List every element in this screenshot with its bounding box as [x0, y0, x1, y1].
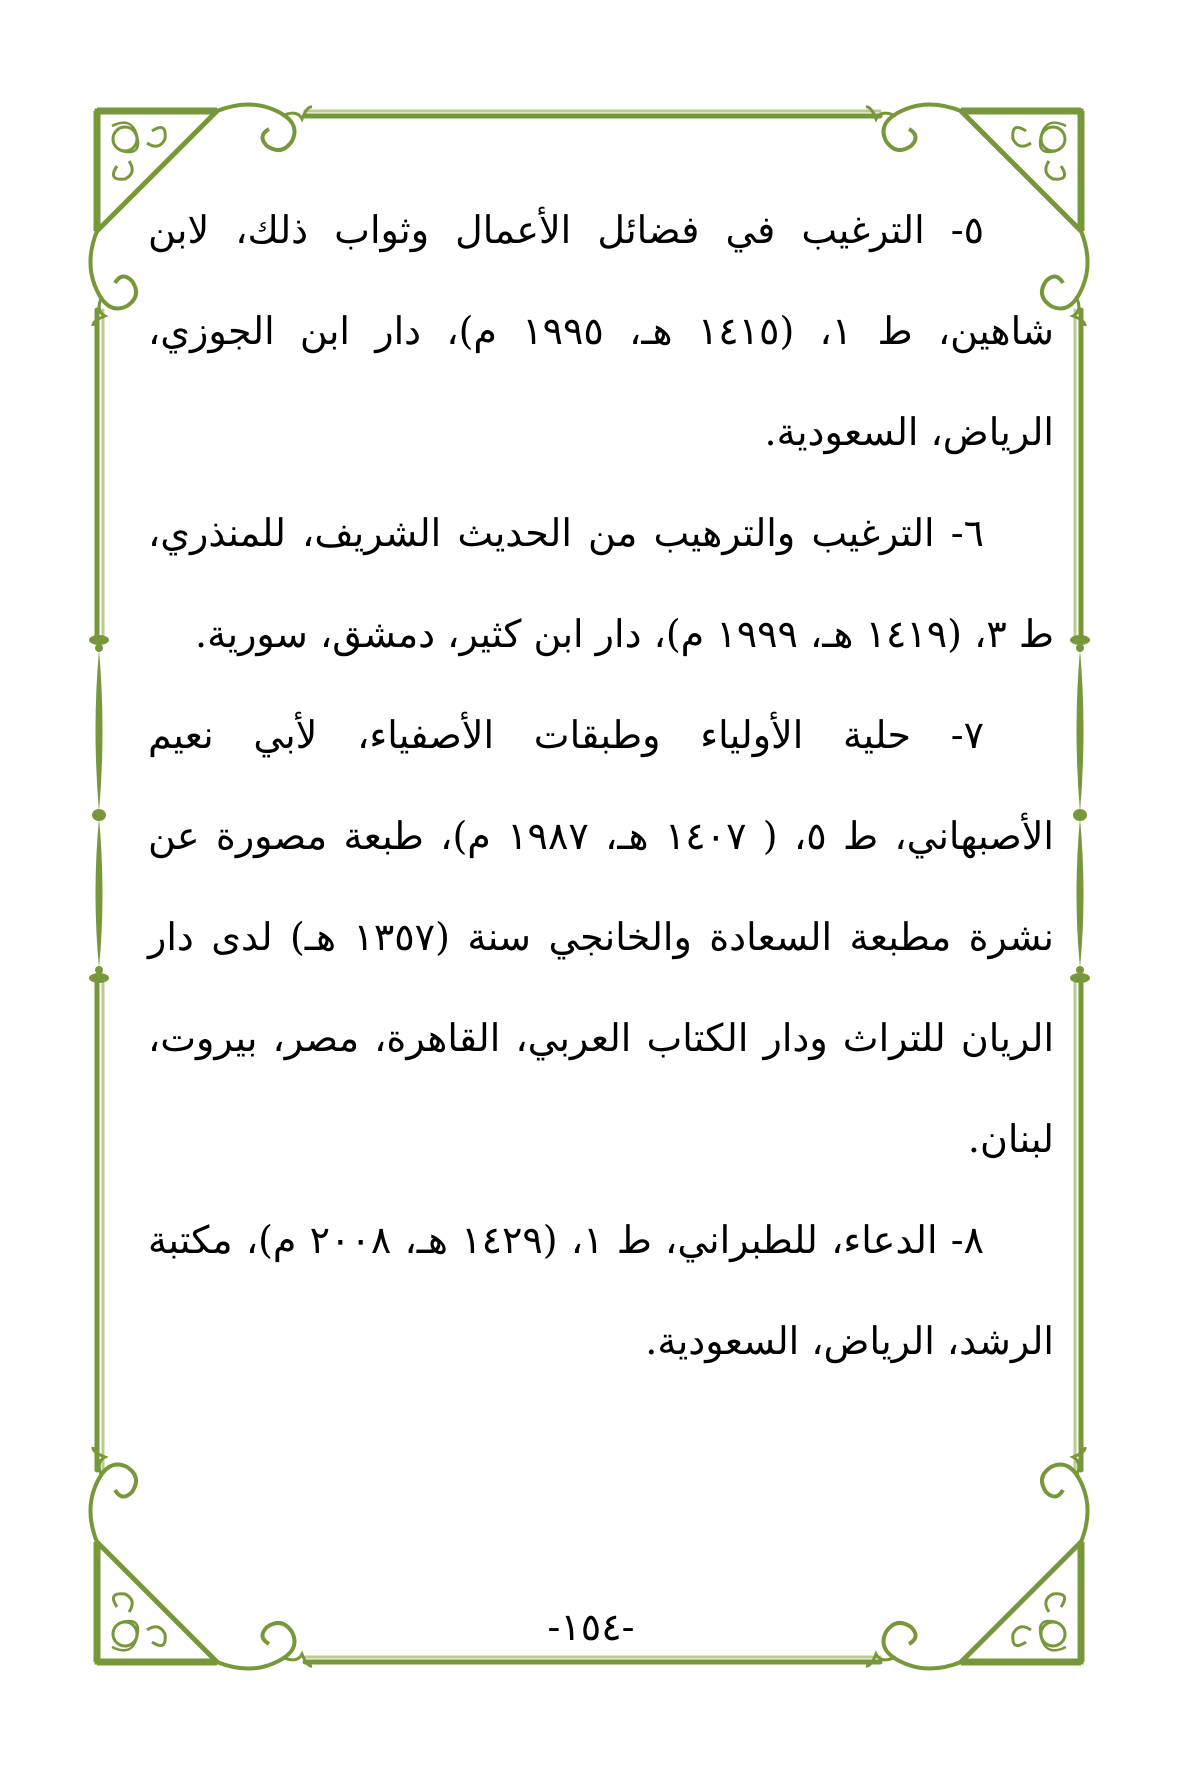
- bibliography-entry-8: ٨- الدعاء، للطبراني، ط ١، (١٤٢٩ هـ، ٢٠٠٨ م)، مكتبة الرشد، الرياض، السعودية.: [148, 1218, 1054, 1363]
- page-number: -١٥٤-: [547, 1605, 635, 1649]
- bibliography-entry-5: ٥- الترغيب في فضائل الأعمال وثواب ذلك، لابن شاهين، ط ١، (١٤١٥ هـ، ١٩٩٥ م)، دار ابن الجوزي، الرياض، السعودية.: [148, 208, 1054, 454]
- bibliography-list: [148, 180, 1054, 1392]
- bibliography-entry-7: ٧- حلية الأولياء وطبقات الأصفياء، لأبي نعيم الأصبهاني، ط ٥، ( ١٤٠٧ هـ، ١٩٨٧ م)، طبعة مصورة عن نشرة مطبعة السعادة والخانجي سنة (١٣٥٧ هـ) لدى دار الريان للتراث ودار الكتاب العربي، القاهرة، مصر، بيروت، لبنان.: [148, 713, 1054, 1161]
- bibliography-entry-6: ٦- الترغيب والترهيب من الحديث الشريف، للمنذري، ط ٣، (١٤١٩ هـ، ١٩٩٩ م)، دار ابن كثير، دمشق، سورية.: [148, 511, 1054, 656]
